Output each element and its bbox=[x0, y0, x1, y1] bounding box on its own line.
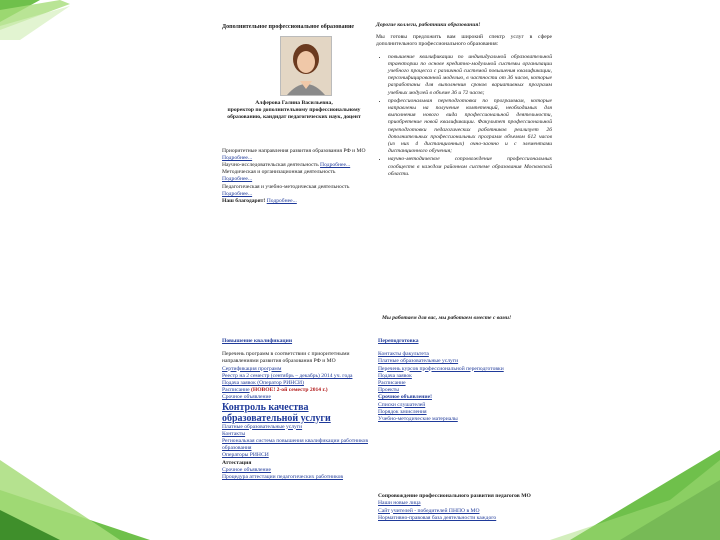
greeting: Дорогие коллеги, работники образования! bbox=[376, 22, 481, 28]
list-item[interactable]: Списки слушателей bbox=[378, 401, 426, 408]
list-item[interactable]: Нормативно-правовая база деятельности каждого bbox=[378, 514, 497, 521]
more-link[interactable]: Подробнее... bbox=[222, 176, 253, 183]
retraining-section bbox=[378, 338, 552, 522]
more-link[interactable]: Подробнее... bbox=[320, 162, 351, 169]
list-item: Расписание (НОВОЕ! 2-ой семестр 2014 г.) bbox=[222, 387, 328, 394]
services-list bbox=[376, 54, 552, 178]
list-item: • профессиональная переподготовка по программам, которые направлены на получение компетенций, необходимых для выполнения нового вида профессиональной деятельности, приобретение новой квалификации. Факультет профессиональной переподготовки педагогических работников реализует 26 дополнительных профессиональных программ объемом 612 часов (из них 4 дистанционных) очно-заочно и с элементами дистанционного обучения; bbox=[388, 98, 552, 156]
corner-decoration-bottom-right bbox=[550, 450, 720, 540]
list-item[interactable]: Перечень курсов профессиональной переподготовки bbox=[378, 365, 504, 372]
list-item[interactable]: Контакты bbox=[222, 430, 246, 437]
left-column bbox=[222, 32, 366, 205]
list-item[interactable]: Срочное объявление bbox=[222, 466, 272, 473]
list-item[interactable]: Подача заявок bbox=[378, 372, 412, 379]
list-item[interactable]: Платные образовательные услуги bbox=[222, 423, 303, 430]
priority-item: Научно-исследовательская деятельность Подробнее... bbox=[222, 162, 351, 169]
document-page bbox=[222, 18, 552, 540]
priority-item: Методическая и организационная деятельность Подробнее... bbox=[222, 169, 336, 183]
list-item[interactable]: Реестр на 2 семестр (сентябрь – декабрь) 2014 уч. года bbox=[222, 372, 353, 379]
corner-decoration-bottom-left bbox=[0, 430, 150, 540]
list-item[interactable]: Срочное объявление! bbox=[378, 394, 432, 401]
page-title: Дополнительное профессиональное образование bbox=[222, 24, 355, 30]
portrait-icon bbox=[281, 37, 331, 95]
list-item: • повышение квалификации по индивидуальной образовательной траектории по основе кредитно-модульной системы организации учебного процесса с различной системой повышения квалификации, персонифицированной моделью, в частности от 36 часов, которые разработаны для выполнения сроков вариативных программ учебных модулей в объеме 36 и 72 часов; bbox=[388, 54, 552, 97]
list-item[interactable]: Расписание bbox=[378, 380, 406, 387]
list-item[interactable]: Проекты bbox=[378, 387, 400, 394]
corner-decoration-top-left bbox=[0, 0, 70, 40]
priorities-list bbox=[222, 148, 366, 206]
new-badge: (НОВОЕ! 2-ой семестр 2014 г.) bbox=[250, 387, 328, 394]
list-item: Перечень программ в соответствии с приоритетными направлениями развития образования РФ и МО bbox=[222, 351, 350, 365]
intro-paragraph: Мы готовы предложить вам широкий спектр услуг в сфере дополнительного профессионального образования: bbox=[376, 34, 552, 48]
list-item[interactable]: Процедура аттестации педагогических работников bbox=[222, 474, 344, 481]
priority-item: Педагогическая и учебно-методическая деятельность Подробнее... bbox=[222, 183, 350, 197]
portrait-photo bbox=[280, 36, 332, 96]
qualification-section bbox=[222, 338, 370, 481]
right-column bbox=[376, 22, 552, 179]
list-item[interactable]: Порядок зачисления bbox=[378, 408, 427, 415]
priority-item: Наш благодарят! Подробнее... bbox=[222, 198, 297, 205]
more-link[interactable]: Подробнее... bbox=[222, 190, 253, 197]
list-item: Аттестация bbox=[222, 459, 252, 466]
person-name: Алферова Галина Васильевна, bbox=[255, 100, 333, 106]
person-info bbox=[222, 100, 366, 122]
list-item[interactable]: Учебно-методические материалы bbox=[378, 416, 458, 423]
list-item[interactable]: Срочное объявление bbox=[222, 394, 272, 401]
list-item[interactable]: Сертификация программ bbox=[222, 365, 282, 372]
retraining-heading[interactable]: Переподготовка bbox=[378, 338, 419, 344]
list-item[interactable]: Платные образовательные услуги bbox=[378, 358, 459, 365]
motto: Мы работаем для вас, мы работаем вместе с вами! bbox=[382, 315, 512, 321]
list-item[interactable]: Операторы РИНСИ bbox=[222, 452, 269, 459]
list-item[interactable]: Сайт учителей - победителей ПНПО в МО bbox=[378, 507, 480, 514]
more-link[interactable]: Подробнее... bbox=[266, 198, 297, 205]
list-item[interactable]: Наши новые лица bbox=[378, 500, 421, 507]
more-link[interactable]: Подробнее... bbox=[222, 154, 253, 161]
list-item[interactable]: Региональная система повышения квалификации работников образования bbox=[222, 438, 368, 452]
list-item: • научно-методическое сопровождение профессиональных сообществ в каждом районном системе образования Московской области. bbox=[388, 156, 552, 178]
list-item[interactable]: Контакты факультета bbox=[378, 351, 429, 358]
support-heading: Сопровождение профессионального развития педагогов МО bbox=[378, 493, 531, 500]
quality-control-link[interactable]: Контроль качества образовательной услуги bbox=[222, 401, 331, 424]
list-item[interactable]: Подача заявок (Оператор РИНСИ) bbox=[222, 380, 304, 387]
priority-item: Приоритетные направления развития образования РФ и МО Подробнее... bbox=[222, 147, 366, 161]
person-role: проректор по дополнительному профессиональному образованию, кандидат педагогических наук, доцент bbox=[227, 107, 361, 121]
qualification-heading[interactable]: Повышение квалификации bbox=[222, 338, 293, 344]
